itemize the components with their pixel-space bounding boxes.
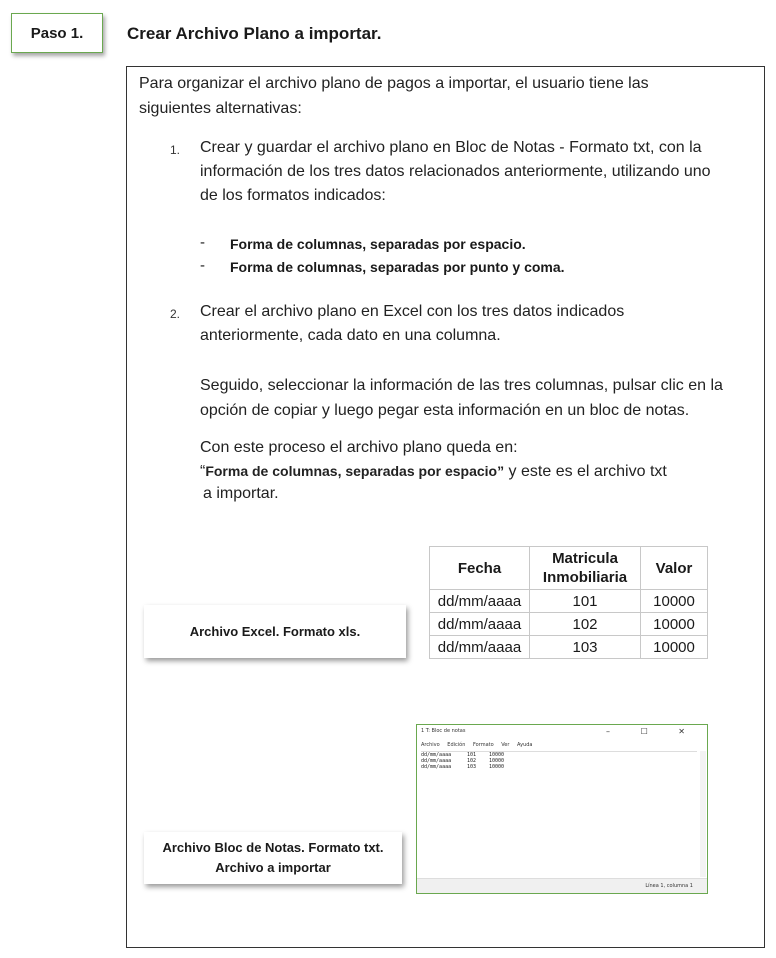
menu-archivo[interactable]: Archivo [421,742,440,748]
item-1-line-2: información de los tres datos relacionados anteriormente, utilizando uno [200,163,711,180]
item-1-line-1: Crear y guardar el archivo plano en Bloc de Notas - Formato txt, con la [200,139,702,156]
notepad-title: 1 T: Bloc de notas [421,728,466,734]
text-row: dd/mm/aaaa 103 10000 [421,764,505,770]
notepad-window [416,724,708,894]
text-row: dd/mm/aaaa 102 10000 [421,758,505,764]
item-2-line-2: anteriormente, cada dato en una columna. [200,327,501,344]
text-row: dd/mm/aaaa 101 10000 [421,752,505,758]
table-row: dd/mm/aaaa 102 10000 [430,613,708,636]
menu-ver[interactable]: Ver [501,742,510,748]
follow-line-2: opción de copiar y luego pegar esta información en un bloc de notas. [200,402,690,419]
bullet-item-2: Forma de columnas, separadas por punto y coma. [230,259,565,275]
item-2-line-1: Crear el archivo plano en Excel con los tres datos indicados [200,303,625,320]
item-2-number: 2. [170,307,181,321]
bullet-item-1: Forma de columnas, separadas por espacio. [230,236,526,252]
step-title: Crear Archivo Plano a importar. [127,24,382,43]
menu-edicion[interactable]: Edición [447,742,466,748]
bullet-dash: - [200,257,205,274]
status-bar: Línea 1, columna 1 [417,878,707,893]
window-controls[interactable]: – ☐ ✕ [606,727,699,736]
table-row: dd/mm/aaaa 101 10000 [430,590,708,613]
excel-table [429,546,708,659]
item-1-number: 1. [170,143,181,157]
table-header-row [430,547,708,590]
menu-formato[interactable]: Formato [472,742,494,748]
table-row: dd/mm/aaaa 103 10000 [430,636,708,659]
result-line-1: Con este proceso el archivo plano queda en: [200,439,518,456]
notepad-label-card: Archivo Bloc de Notas. Formato txt. Archivo a importar [144,832,402,884]
menu-ayuda[interactable]: Ayuda [517,742,533,748]
header-fecha: Fecha [430,547,530,590]
result-line-3: a importar. [203,485,279,502]
follow-line-1: Seguido, seleccionar la información de las tres columnas, pulsar clic en la [200,377,723,394]
step-badge: Paso 1. [11,13,103,53]
excel-label-card: Archivo Excel. Formato xls. [144,605,406,658]
intro-line-1: Para organizar el archivo plano de pagos a importar, el usuario tiene las [139,75,649,92]
header-valor: Valor [641,547,708,590]
intro-line-2: siguientes alternativas: [139,100,302,117]
item-1-line-3: de los formatos indicados: [200,187,386,204]
vertical-scrollbar[interactable] [700,751,706,877]
notepad-text-area[interactable] [421,751,697,877]
bullet-dash: - [200,234,205,251]
result-line-2: “Forma de columnas, separadas por espacio” y este es el archivo txt [200,463,667,480]
notepad-menu [421,742,538,748]
header-matricula: Matricula Inmobiliaria [530,547,641,590]
